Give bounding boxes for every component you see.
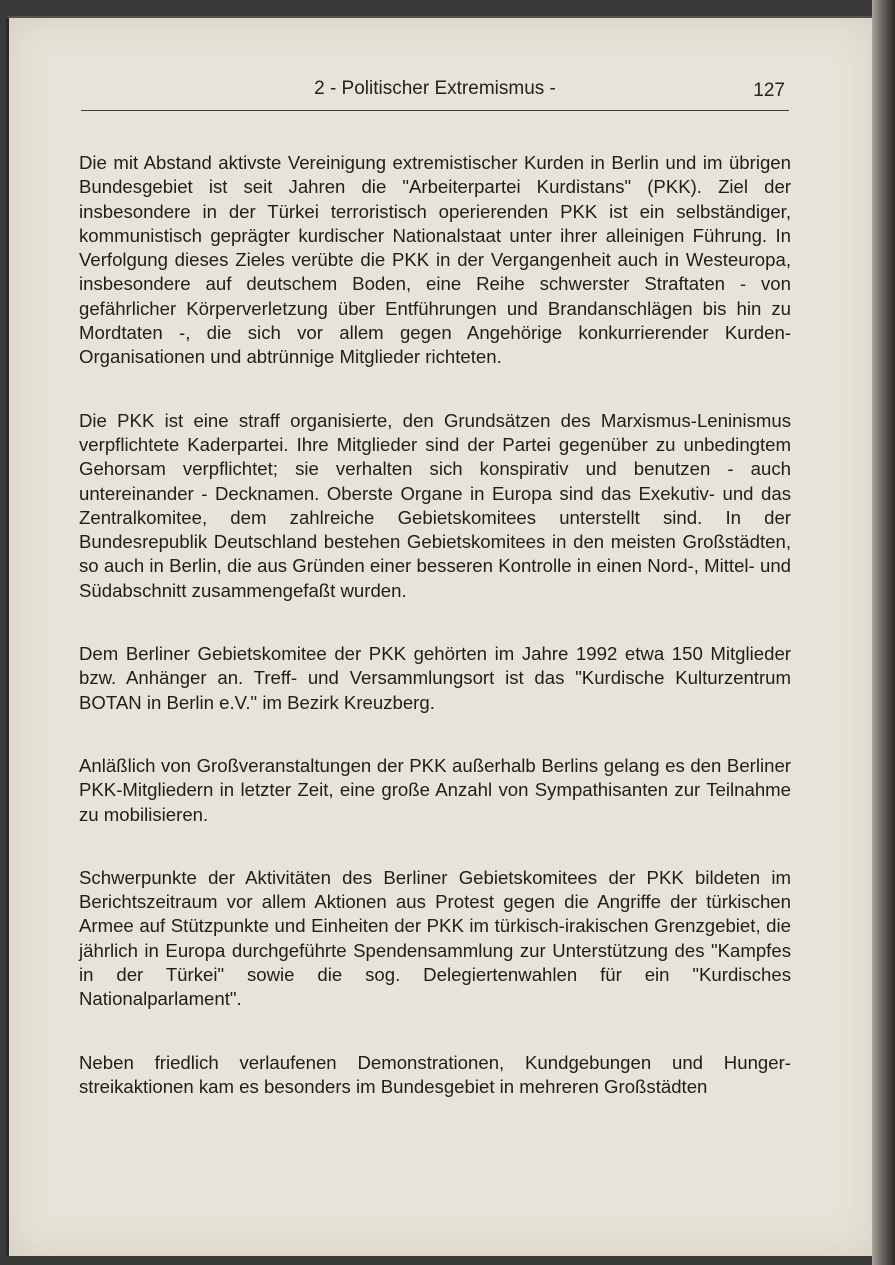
paragraph: Neben friedlich verlaufenen Demonstrationen, Kundgebungen und Hungerstreikaktionen kam es besonders im Bundesgebiet in mehreren Großstädten	[79, 1051, 791, 1097]
document-page	[6, 16, 875, 1256]
paragraph: Anläßlich von Großveranstaltungen der PKK außerhalb Berlins gelang es den Berliner PKK-Mitgliedern in letzter Zeit, eine große Anzahl von Sympathisanten zur Teilnahme zu mobilisieren.	[79, 754, 791, 825]
body-text	[79, 151, 791, 1138]
paragraph: Dem Berliner Gebietskomitee der PKK gehörten im Jahre 1992 etwa 150 Mitglieder bzw. Anhänger an. Treff- und Versammlungsort ist das "Kurdische Kulturzentrum BOTAN in Berlin e.V." im Bezirk Kreuzberg.	[79, 643, 791, 713]
paragraph: Die mit Abstand aktivste Vereinigung extremistischer Kurden in Berlin und im übrigen Bundesgebiet ist seit Jahren die "Arbeiterpartei Kurdistans" (PKK). Ziel der insbesondere in der Türkei terroristisch operierenden PKK ist ein selbständiger, kommunistisch geprägter kurdischer Nationalstaat unter ihrer alleinigen Führung. In Verfolgung dieses Zieles verübte die PKK in der Vergangenheit auch in Westeuropa, insbesondere auf deutschem Boden, eine Reihe schwerster Straftaten - von gefährlicher Körperverletzung über Entführungen und Brandanschlägen bis hin zu Mordtaten -, die sich vor allem gegen Angehörige konkurrierender Kurden-Organisationen und abtrünnige Mitglieder richteten.	[79, 152, 791, 368]
paragraph: Schwerpunkte der Aktivitäten des Berliner Gebietskomitees der PKK bildeten im Berichtszeitraum vor allem Aktionen aus Protest gegen die Angriffe der türkischen Armee auf Stützpunkte und Einheiten der PKK im türkisch-irakischen Grenzgebiet, die jährlich in Europa durchgeführte Spendensammlung zur Unterstützung des "Kampfes in der Türkei" sowie die sog. Delegiertenwahlen für ein "Kurdisches Nationalparlament".	[79, 866, 791, 1010]
book-spine-shadow	[872, 0, 895, 1265]
chapter-title: 2 - Politischer Extremismus -	[314, 78, 556, 99]
page-number: 127	[753, 80, 785, 101]
page-header	[81, 70, 789, 111]
paragraph: Die PKK ist eine straff organisierte, den Grundsätzen des Marxismus-Leninismus verpflichtete Kaderpartei. Ihre Mitglieder sind der Partei gegenüber zu unbedingtem Gehorsam verpflichtet; sie verhalten sich konspirativ und benutzen - auch untereinander - Decknamen. Oberste Organe in Europa sind das Exekutiv- und das Zentralkomitee, dem zahlreiche Gebietskomitees unterstellt sind. In der Bundesrepublik Deutschland bestehen Gebietskomitees in den meisten Großstädten, so auch in Berlin, die aus Gründen einer besseren Kontrolle in einen Nord-, Mittel- und Südabschnitt zusammengefaßt wurden.	[79, 409, 791, 601]
